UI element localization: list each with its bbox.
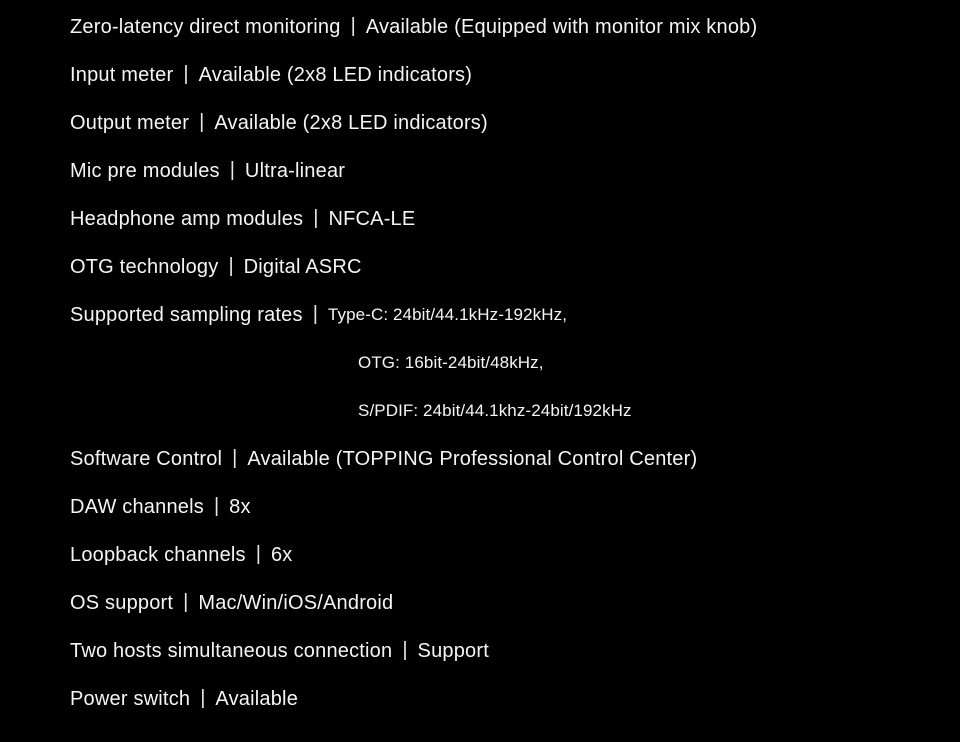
- spec-row: [70, 147, 940, 195]
- spec-row: [70, 99, 940, 147]
- spec-label: Input meter: [70, 63, 174, 86]
- spec-value: Type-C: 24bit/44.1kHz-192kHz,: [327, 305, 568, 324]
- spec-label: Power switch: [70, 687, 191, 710]
- spec-row: [70, 675, 940, 723]
- spec-row: [70, 243, 940, 291]
- spec-value-continuation: OTG: 16bit-24bit/48kHz,: [358, 353, 544, 372]
- spec-value: 6x: [270, 543, 293, 566]
- separator: |: [229, 158, 235, 181]
- spec-value-continuation-row: [70, 339, 940, 387]
- spec-value: Mac/Win/iOS/Android: [198, 591, 394, 614]
- separator: |: [255, 542, 261, 565]
- spec-value-continuation-row: [70, 387, 940, 435]
- separator: |: [200, 686, 206, 709]
- separator: |: [183, 590, 189, 613]
- spec-row: [70, 291, 940, 339]
- spec-value: Available (2x8 LED indicators): [214, 111, 488, 134]
- spec-value: Support: [417, 639, 489, 662]
- spec-label: Zero-latency direct monitoring: [70, 15, 341, 38]
- spec-label: OS support: [70, 591, 174, 614]
- spec-label: Headphone amp modules: [70, 207, 304, 230]
- separator: |: [313, 206, 319, 229]
- spec-label: OTG technology: [70, 255, 219, 278]
- separator: |: [228, 254, 234, 277]
- spec-label: Two hosts simultaneous connection: [70, 639, 393, 662]
- spec-row: [70, 51, 940, 99]
- separator: |: [350, 14, 356, 37]
- spec-value: Digital ASRC: [243, 255, 362, 278]
- separator: |: [213, 494, 220, 517]
- spec-row: [70, 531, 940, 579]
- spec-row: [70, 3, 940, 51]
- spec-row: [70, 627, 940, 675]
- spec-value: NFCA-LE: [328, 207, 416, 230]
- separator: |: [232, 446, 238, 469]
- spec-value: Ultra-linear: [244, 159, 346, 182]
- spec-row: [70, 579, 940, 627]
- spec-label: Output meter: [70, 111, 190, 134]
- spec-row: [70, 435, 940, 483]
- spec-value: Available: [215, 687, 299, 710]
- spec-label: Software Control: [70, 447, 223, 470]
- spec-row: [70, 483, 940, 531]
- spec-value-continuation: S/PDIF: 24bit/44.1khz-24bit/192kHz: [358, 401, 632, 420]
- spec-label: Supported sampling rates: [70, 303, 303, 326]
- spec-value: Available (Equipped with monitor mix knob): [365, 15, 758, 38]
- separator: |: [312, 302, 318, 325]
- spec-row: [70, 195, 940, 243]
- spec-label: Mic pre modules: [70, 159, 220, 182]
- separator: |: [199, 110, 205, 133]
- spec-value: Available (2x8 LED indicators): [198, 63, 473, 86]
- spec-value: 8x: [229, 495, 251, 518]
- separator: |: [183, 62, 189, 85]
- spec-value: Available (TOPPING Professional Control Center): [247, 447, 698, 470]
- spec-label: DAW channels: [70, 495, 204, 518]
- separator: |: [402, 638, 408, 661]
- spec-label: Loopback channels: [70, 543, 246, 566]
